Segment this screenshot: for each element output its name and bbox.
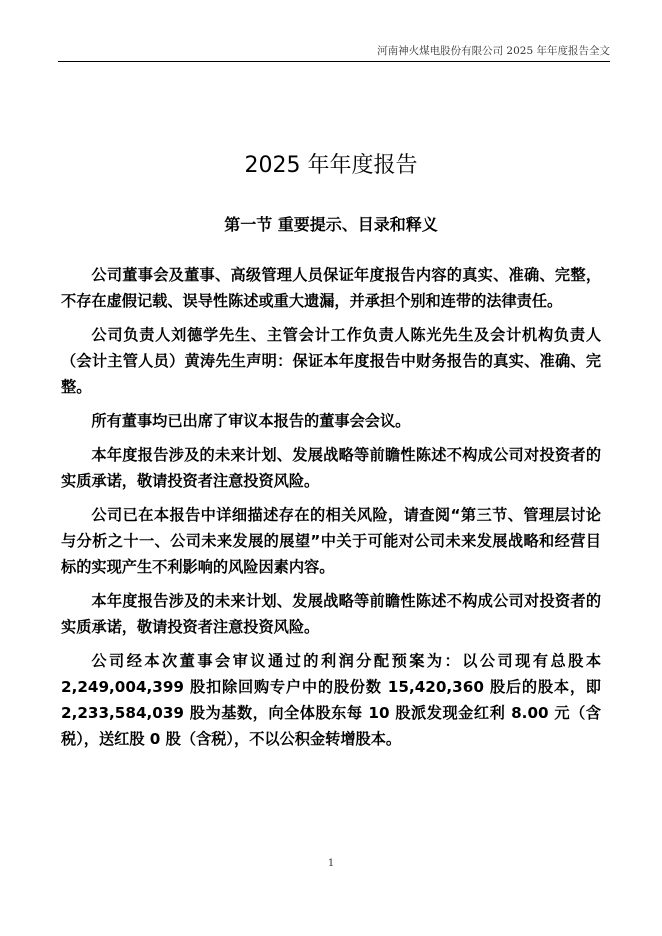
- body-text: [61, 262, 601, 760]
- paragraph-board-guarantee: 公司董事会及董事、高级管理人员保证年度报告内容的真实、准确、完整，不存在虚假记载、误导性陈述或重大遗漏，并承担个别和连带的法律责任。: [61, 266, 601, 310]
- page-number: 1: [327, 858, 335, 869]
- header-divider: [58, 61, 610, 62]
- paragraph-risk-reference: 公司已在本报告中详细描述存在的相关风险，请查阅“第三节、管理层讨论与分析之十一、公司未来发展的展望”中关于可能对公司未来发展战略和经营目标的实现产生不利影响的风险因素内容。: [61, 506, 601, 576]
- section-heading: 第一节 重要提示、目录和释义: [224, 215, 438, 234]
- paragraph-officer-statement: 公司负责人刘德学先生、主管会计工作负责人陈光先生及会计机构负责人（会计主管人员）黄涛先生声明：保证本年度报告中财务报告的真实、准确、完整。: [61, 326, 601, 396]
- paragraph-forward-looking-repeat: 本年度报告涉及的未来计划、发展战略等前瞻性陈述不构成公司对投资者的实质承诺，敬请投资者注意投资风险。: [61, 592, 601, 636]
- report-title: 2025 年年度报告: [244, 153, 418, 178]
- paragraph-profit-distribution: 公司经本次董事会审议通过的利润分配预案为：以公司现有总股本2,249,004,399 股扣除回购专户中的股份数 15,420,360 股后的股本，即2,233,584,039 股为基数，向全体股东每 10 股派发现金红利 8.00 元（含税），送红股 0 股（含税），不以公积金转增股本。: [61, 652, 601, 748]
- paragraph-forward-looking: 本年度报告涉及的未来计划、发展战略等前瞻性陈述不构成公司对投资者的实质承诺，敬请投资者注意投资风险。: [61, 446, 601, 490]
- paragraph-attendance: 所有董事均已出席了审议本报告的董事会会议。: [91, 412, 411, 430]
- running-header: 河南神火煤电股份有限公司 2025 年年度报告全文: [377, 45, 610, 57]
